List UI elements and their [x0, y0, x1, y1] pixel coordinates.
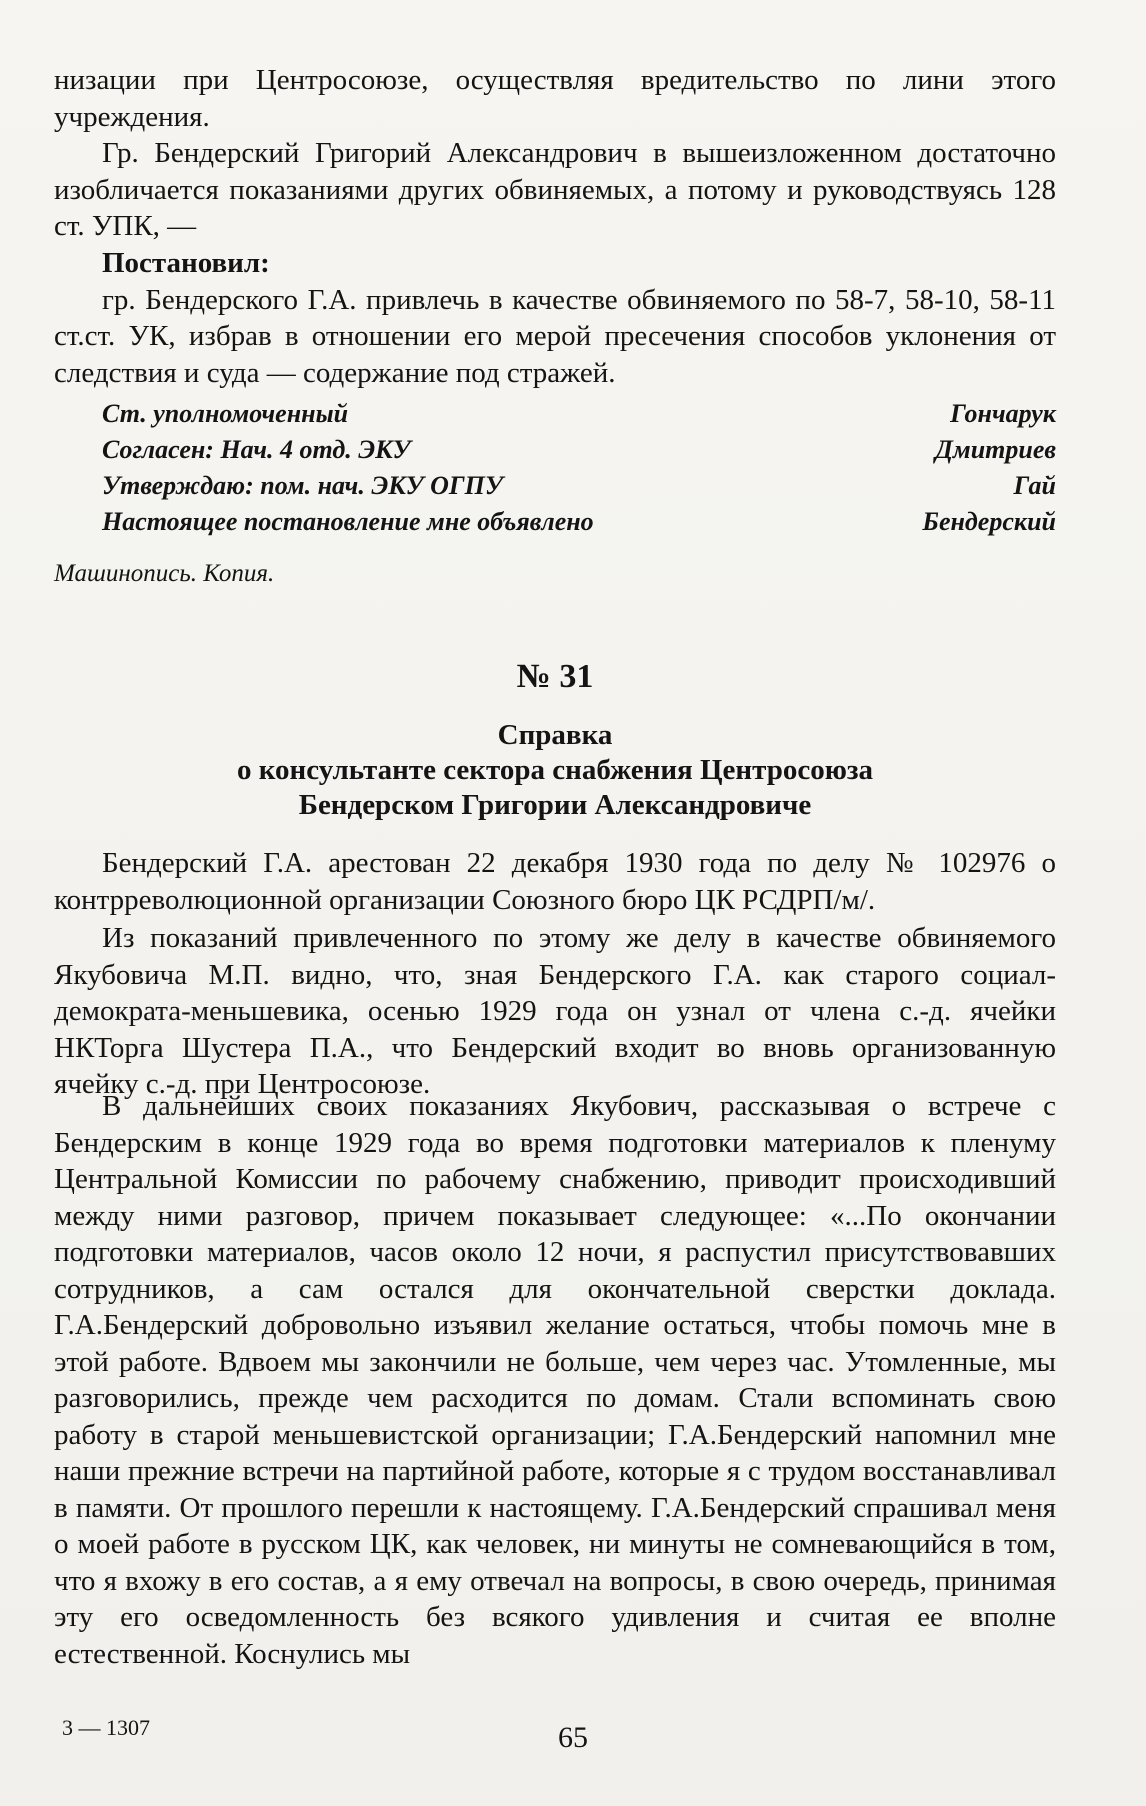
resolution-heading: Постановил:: [102, 247, 270, 279]
body-section: [54, 845, 1056, 918]
signature-name: Бендерский: [922, 507, 1056, 536]
signature-row: [54, 468, 1056, 504]
source-note-wrap: [54, 558, 1056, 590]
signature-name: Гай: [1013, 471, 1056, 500]
signature-role: Утверждаю: пом. нач. ЭКУ ОГПУ: [102, 471, 503, 500]
page-number: 65: [558, 1721, 588, 1754]
resolution-text: гр. Бендерского Г.А. привлечь в качестве обвиняемого по 58-7, 58-10, 58-11 ст.ст. УК, избрав в отношении его мерой пресечения способов уклонения от следствия и суда — содержание под стражей.: [54, 283, 1056, 389]
document-title: [54, 718, 1056, 823]
signature-row: [54, 396, 1056, 432]
body-paragraph-3: В дальнейших своих показаниях Якубович, рассказывая о встрече с Бендерским в конце 1929 года во время подготовки материалов к пленуму Центральной Комиссии по рабочему снабжению, приводит происходивший между ними разговор, причем показывает следующее: «...По окончании подготовки материалов, часов около 12 ночи, я распустил присутствовавших сотрудников, а сам остался для окончательной сверстки доклада. Г.А.Бендерский добровольно изъявил желание остаться, чтобы помочь мне в этой работе. Вдвоем мы закончили не больше, чем через час. Утомленные, мы разговорились, прежде чем расходится по домам. Стали вспоминать свою работу в старой меньшевистской организации; Г.А.Бендерский напомнил мне наши прежние встречи на партийной работе, которые я с трудом восстанавливал в памяти. От прошлого перешли к настоящему. Г.А.Бендерский спрашивал меня о моей работе в русском ЦК, как человек, ни минуты не сомневающийся в том, что я вхожу в его состав, а я ему отвечал на вопросы, в свою очередь, принимая эту его осведомленность без всякого удивления и считая ее вполне естественной. Коснулись мы: [54, 1090, 1056, 1670]
intro-section: [54, 62, 1056, 245]
signature-role: Настоящее постановление мне объявлено: [102, 507, 594, 536]
title-line: о консультанте сектора снабжения Центросоюза: [236, 754, 874, 786]
body-paragraph-2: Из показаний привлеченного по этому же делу в качестве обвиняемого Якубовича М.П. видно, что, зная Бендерского Г.А. как старого социал-демократа-меньшевика, осенью 1929 года он узнал от члена с.-д. ячейки НКТорга Шустера П.А., что Бендерский входит во вновь организованную ячейку с.-д. при Центросоюзе.: [54, 922, 1056, 1100]
signature-name: Гончарук: [950, 399, 1056, 428]
resolution-section: [54, 245, 1056, 391]
source-note: Машинопись. Копия.: [54, 560, 275, 587]
title-line: Справка: [497, 719, 613, 751]
signature-row: [54, 432, 1056, 468]
body-section: [54, 1088, 1056, 1672]
document-number: № 31: [516, 658, 594, 695]
body-paragraph-1: Бендерский Г.А. арестован 22 декабря 1930 года по делу № 102976 о контрреволюционной организации Союзного бюро ЦК РСДРП/м/.: [54, 847, 1056, 916]
signature-code: 3 — 1307: [62, 1715, 150, 1740]
signature-role: Ст. уполномоченный: [102, 399, 349, 428]
intro-paragraph-2: Гр. Бендерский Григорий Александрович в вышеизложенном достаточно изобличается показаниями других обвиняемых, а потому и руководствуясь 128 ст. УПК, —: [54, 137, 1056, 242]
signature-row: [54, 504, 1056, 540]
intro-paragraph-1: низации при Центросоюзе, осуществляя вредительство по лини этого учреждения.: [54, 64, 1056, 133]
signature-name: Дмитриев: [935, 435, 1056, 464]
signature-role: Согласен: Нач. 4 отд. ЭКУ: [102, 435, 411, 464]
title-line: Бендерском Григории Александровиче: [298, 789, 812, 821]
signature-block: [54, 396, 1056, 540]
document-header: [54, 658, 1056, 696]
body-section: [54, 920, 1056, 1103]
